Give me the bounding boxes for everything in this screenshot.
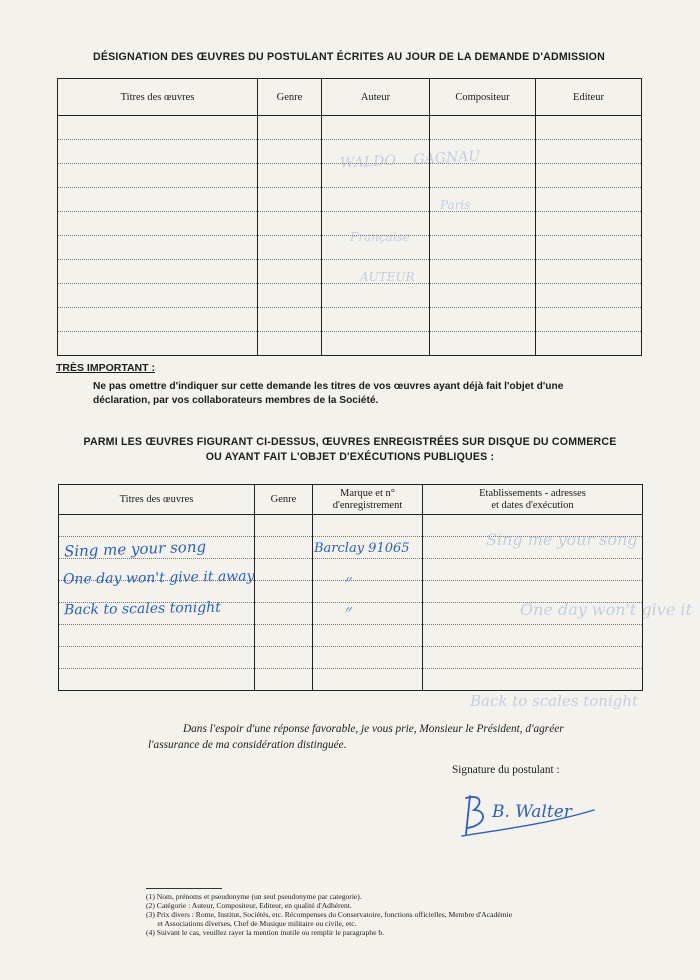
col-etab-label-2: et dates d'exécution — [491, 499, 574, 511]
col-compositeur-header: Compositeur — [430, 79, 536, 116]
handwritten-marque-3: 〃 — [342, 604, 353, 617]
footnote-2: (2) Catégorie : Auteur, Compositeur, Editeur, en qualité d'Adhérent. — [146, 901, 352, 910]
show-through-text: WALDO GAGNAU — [339, 148, 481, 172]
footnote-4: (4) Suivant le cas, veuillez rayer la mention inutile ou remplir le paragraphe b. — [146, 928, 385, 937]
table-row[interactable] — [58, 308, 642, 332]
col-etablissements-header — [423, 485, 643, 515]
signature-text: B. Walter — [492, 802, 572, 822]
col-editeur-header: Editeur — [536, 79, 642, 116]
important-text-1: Ne pas omettre d'indiquer sur cette demande les titres de vos œuvres ayant déjà fait l'objet d'une — [93, 381, 564, 392]
section1-title: DÉSIGNATION DES ŒUVRES DU POSTULANT ÉCRITES AU JOUR DE LA DEMANDE D'ADMISSION — [93, 51, 605, 63]
col-genre-header: Genre — [255, 485, 313, 515]
closing-line-1: Dans l'espoir d'une réponse favorable, je vous prie, Monsieur le Président, d'agréer — [183, 723, 564, 735]
table-row[interactable] — [58, 212, 642, 236]
table-row[interactable] — [58, 116, 642, 140]
col-titles-header: Titres des œuvres — [58, 79, 258, 116]
table-row[interactable] — [58, 284, 642, 308]
table-row[interactable] — [58, 188, 642, 212]
handwritten-title-3: Back to scales tonight — [63, 599, 221, 619]
show-through-text: Sing me your song — [486, 530, 638, 549]
table-row[interactable] — [59, 669, 643, 691]
footnote-3-cont: et Associations diverses, Chef de Musique militaire ou civile, etc. — [146, 919, 357, 928]
table-row[interactable] — [58, 332, 642, 356]
show-through-text: One day won't give it — [520, 600, 692, 619]
col-genre-header: Genre — [258, 79, 322, 116]
col-marque-label-1: Marque et n° — [340, 487, 395, 499]
col-marque-header — [313, 485, 423, 515]
important-label: TRÈS IMPORTANT : — [56, 362, 155, 374]
handwritten-title-2: One day won't give it away — [62, 568, 255, 588]
col-etab-label-1: Etablissements - adresses — [479, 487, 586, 499]
footnote-1: (1) Nom, prénoms et pseudonyme (un seul pseudonyme par categorie). — [146, 892, 362, 901]
col-titles-header: Titres des œuvres — [59, 485, 255, 515]
handwritten-marque-1: Barclay 91065 — [314, 541, 410, 556]
handwritten-marque-2: 〃 — [342, 574, 353, 587]
show-through-text: Paris — [440, 198, 471, 212]
table-row[interactable] — [58, 164, 642, 188]
important-text-2: déclaration, par vos collaborateurs membres de la Société. — [93, 395, 379, 406]
table-row[interactable] — [59, 515, 643, 537]
table-row[interactable] — [59, 647, 643, 669]
col-marque-label-2: d'enregistrement — [332, 499, 403, 511]
table-row[interactable] — [59, 625, 643, 647]
section2-title-2: OU AYANT FAIT L'OBJET D'EXÉCUTIONS PUBLIQUES : — [205, 451, 495, 463]
signature — [458, 790, 598, 842]
handwritten-title-1: Sing me your song — [63, 537, 207, 561]
signature-label: Signature du postulant : — [452, 764, 560, 776]
table-row[interactable] — [58, 236, 642, 260]
show-through-text: AUTEUR — [360, 270, 415, 284]
footnote-3: (3) Prix divers : Rome, Institut, Sociétés, etc. Récompenses du Conservatoire, fonctions officielles, Membre d'Académie — [146, 910, 513, 919]
footnote-divider — [146, 888, 222, 889]
section2-title-1: PARMI LES ŒUVRES FIGURANT CI-DESSUS, ŒUVRES ENREGISTRÉES SUR DISQUE DU COMMERCE — [83, 436, 617, 448]
table-row[interactable] — [58, 140, 642, 164]
col-auteur-header: Auteur — [322, 79, 430, 116]
show-through-text: Back to scales tonight — [470, 692, 639, 710]
table-row[interactable] — [58, 260, 642, 284]
show-through-text: Française — [350, 230, 410, 244]
works-table — [57, 78, 642, 356]
closing-line-2: l'assurance de ma considération distinguée. — [148, 739, 347, 751]
